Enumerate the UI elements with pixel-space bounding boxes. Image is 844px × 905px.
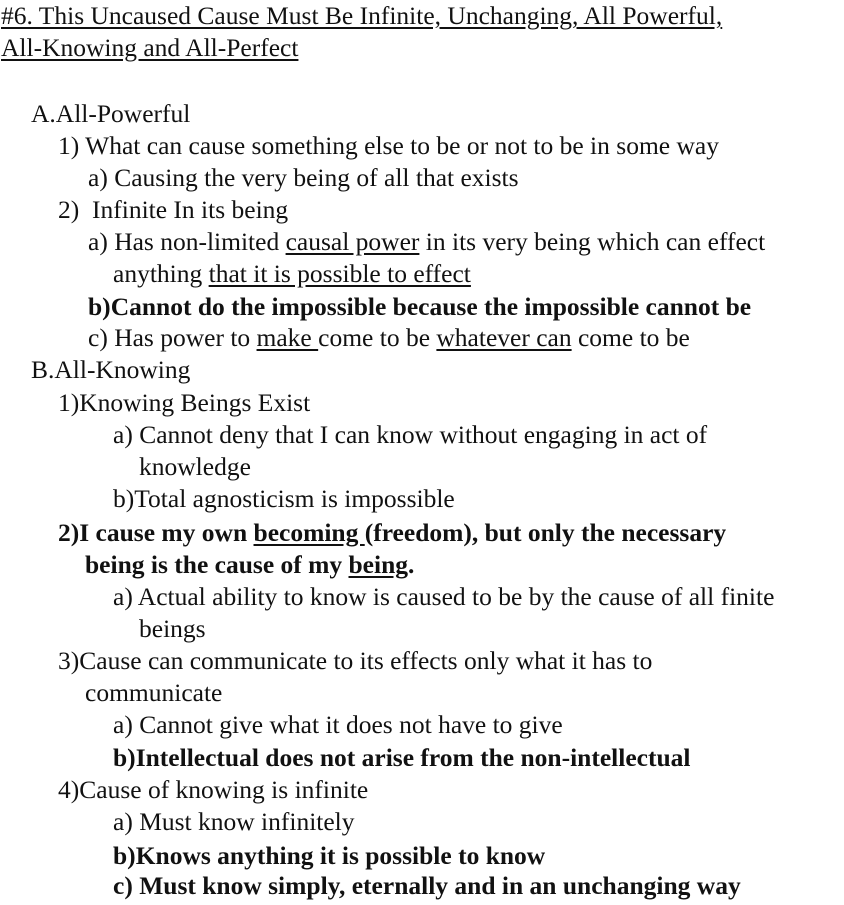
item-text: Causing the very being of all that exists	[114, 163, 519, 192]
list-item-b4	[58, 774, 368, 806]
item-text: knowledge	[139, 452, 251, 481]
list-item-a2c	[88, 322, 690, 354]
list-item-b4b	[113, 840, 545, 872]
list-item-b1b	[113, 483, 455, 515]
item-text: Has power to	[114, 323, 257, 352]
item-text: Must know simply, eternally and in an unchanging way	[139, 871, 741, 900]
list-item-a2a-continued	[113, 258, 471, 290]
item-text: Actual ability to know is caused to be by the cause of all finite	[137, 582, 775, 611]
item-marker: 1)	[58, 388, 80, 417]
item-marker: a)	[88, 163, 108, 192]
item-marker: b)	[113, 484, 135, 513]
item-text: I cause my own	[79, 518, 254, 547]
section-b-heading	[31, 354, 190, 386]
underlined-text: that it is possible to effect	[208, 259, 471, 288]
item-marker: 2)	[58, 195, 80, 224]
item-marker: 4)	[58, 775, 80, 804]
list-item-b3a	[113, 709, 563, 741]
item-marker: 2)	[58, 518, 80, 547]
item-text: Total agnosticism is impossible	[134, 484, 455, 513]
item-text: beings	[139, 614, 206, 643]
title-line-1: #6. This Uncaused Cause Must Be Infinite, Unchanging, All Powerful,	[1, 1, 723, 30]
item-text: What can cause something else to be or not to be in some way	[85, 131, 719, 160]
list-item-b3b	[113, 742, 691, 774]
item-text: Cannot give what it does not have to give	[139, 710, 563, 739]
item-marker: b)	[113, 743, 136, 772]
item-text: Must know infinitely	[139, 807, 355, 836]
underlined-text: causal power	[285, 227, 420, 256]
item-text: Cause can communicate to its effects only what it has to	[79, 646, 653, 675]
item-marker: c)	[113, 871, 133, 900]
item-text: Intellectual does not arise from the non-intellectual	[135, 743, 691, 772]
section-a-marker: A.	[31, 99, 56, 128]
list-item-a2b	[88, 291, 751, 323]
item-text: Cannot deny that I can know without engaging in act of	[139, 420, 708, 449]
item-text: anything	[113, 259, 209, 288]
item-marker: b)	[113, 841, 136, 870]
list-item-b2-continued	[85, 549, 414, 581]
document-title	[1, 0, 841, 64]
item-marker: c)	[88, 323, 108, 352]
item-text: Cause of knowing is infinite	[79, 775, 369, 804]
list-item-b2a-continued	[139, 613, 206, 645]
item-marker: 3)	[58, 646, 80, 675]
item-marker: a)	[113, 807, 133, 836]
list-item-a1a	[88, 162, 519, 194]
item-marker: a)	[113, 710, 133, 739]
list-item-b3	[58, 645, 652, 677]
item-marker: b)	[88, 292, 111, 321]
underlined-text: being	[348, 550, 409, 579]
list-item-a2a	[88, 226, 765, 258]
list-item-b4c	[113, 870, 741, 902]
item-text: Knowing Beings Exist	[79, 388, 311, 417]
underlined-text: whatever can	[436, 323, 572, 352]
item-text: being is the cause of my	[85, 550, 349, 579]
item-text: Knows anything it is possible to know	[135, 841, 546, 870]
title-line-2: All-Knowing and All-Perfect	[1, 33, 299, 62]
item-text: in its very being which can effect	[419, 227, 766, 256]
list-item-b1	[58, 387, 310, 419]
list-item-b2	[58, 517, 726, 549]
item-marker: a)	[88, 227, 108, 256]
item-marker: a)	[113, 582, 133, 611]
item-marker: 1)	[58, 131, 80, 160]
list-item-b1a-continued	[139, 451, 251, 483]
list-item-b1a	[113, 419, 707, 451]
list-item-b2a	[113, 581, 774, 613]
section-a-heading	[31, 98, 190, 130]
section-b-marker: B.	[31, 355, 55, 384]
underlined-text: becoming	[253, 518, 365, 547]
item-text: Cannot do the impossible because the impossible cannot be	[110, 292, 752, 321]
list-item-a1	[58, 130, 719, 162]
section-b-title: All-Knowing	[54, 355, 191, 384]
item-text: Has non-limited	[114, 227, 286, 256]
item-text: .	[408, 550, 415, 579]
list-item-b3-continued	[85, 677, 222, 709]
list-item-b4a	[113, 806, 355, 838]
list-item-a2	[58, 194, 288, 226]
item-text: communicate	[85, 678, 223, 707]
item-text: come to be	[571, 323, 690, 352]
underlined-text: make	[256, 323, 319, 352]
section-a-title: All-Powerful	[55, 99, 191, 128]
item-text: Infinite In its being	[92, 195, 289, 224]
item-text: (freedom), but only the necessary	[364, 518, 727, 547]
item-text: come to be	[318, 323, 437, 352]
item-marker: a)	[113, 420, 133, 449]
